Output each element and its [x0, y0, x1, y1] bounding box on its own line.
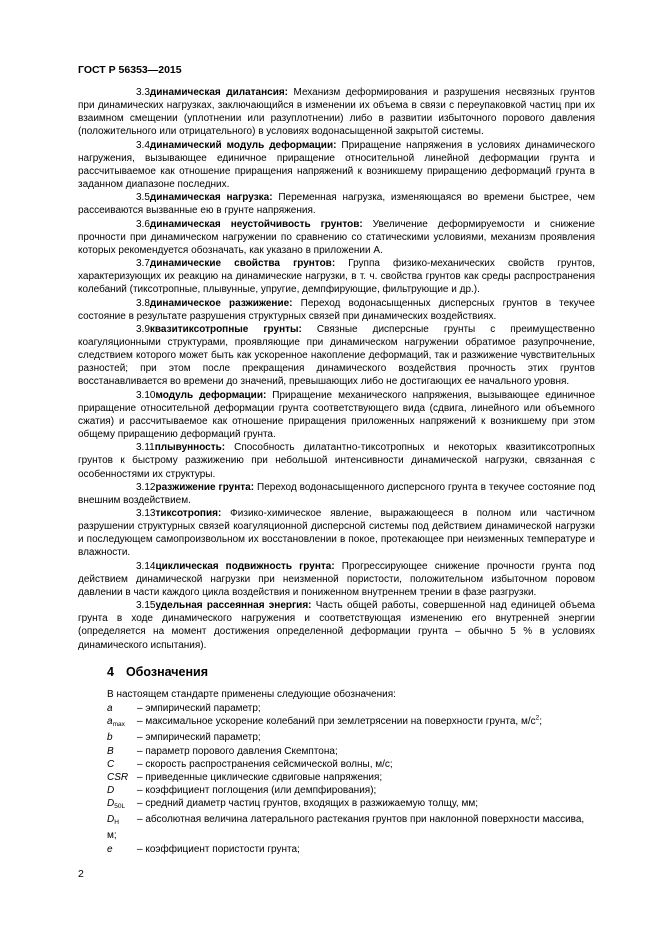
symbol-definition-text: – эмпирический параметр;: [137, 703, 261, 715]
symbol-entry: [78, 813, 595, 842]
term-name: динамическое разжижение:: [149, 297, 293, 309]
symbol-definition-text: – приведенные циклические сдвиговые напряжения;: [137, 771, 383, 783]
term-name: динамический модуль деформации:: [149, 139, 337, 151]
term-entry: [78, 86, 595, 139]
symbol-letter: D: [107, 784, 115, 796]
term-definition: Переменная нагрузка, изменяющаяся во времени быстрее, чем рассеиваются вызванные ею в грунте напряжения.: [78, 192, 595, 217]
symbol-definition-text: – коэффициент пористости грунта;: [137, 843, 300, 855]
term-name: динамическая неустойчивость грунтов:: [149, 218, 363, 230]
symbol-letter: e: [107, 843, 113, 855]
term-number: 3.10: [136, 389, 156, 401]
symbol: [107, 731, 137, 744]
term-number: 3.9: [136, 323, 150, 335]
section-heading: [107, 666, 595, 679]
symbol-letter: C: [107, 758, 115, 770]
term-entry: [78, 599, 595, 652]
term-definition: Механизм деформирования и разрушения несвязных грунтов при динамических нагрузках, заключающийся в изменении их объема в связи с переупаковкой частиц при их взаимном смещении (уплотнении или разуплотнении) либо в развитии избыточного порового давления (положительного или отрицательного) в условиях водонасыщенной закрытой системы.: [78, 87, 595, 138]
term-definition: Группа физико-механических свойств грунтов, характеризующих их реакцию на динамические нагрузки, в т. ч. свойства грунтов как среды распространения колебаний (тиксотропные, плывунные, упругие, демпфирующие, фильтрующие и др.).: [78, 258, 595, 296]
term-number: 3.8: [136, 297, 150, 309]
symbol-entry: [78, 702, 595, 715]
term-name: динамические свойства грунтов:: [149, 258, 336, 270]
symbol-definition: [137, 715, 595, 731]
term-name: тиксотропия:: [155, 508, 222, 519]
term-name: динамическая нагрузка:: [149, 192, 273, 204]
term-definition: Приращение напряжения в условиях динамического нагружения, вызывающее единичное приращение относительной линейной деформации грунта и рассчитываемое как отношение приращения напряжений к возникшему приращению деформаций грунта в заданном диапазоне последних.: [78, 139, 596, 191]
symbol-definition: [137, 702, 595, 715]
term-number: 3.7: [136, 258, 150, 270]
symbol-entry: [78, 758, 595, 771]
term-definition: Физико-химическое явление, выражающееся в полном или частичном разрушении структурных связей коагуляционной дисперсной системы под действием динамической нагрузки и последующем самопроизвольном их восстановлении в покое, протекающее при неизменных температуре и влажности.: [78, 508, 595, 559]
symbol-definition: [137, 745, 595, 758]
symbol-letter: D: [107, 814, 115, 826]
term-entry: [78, 297, 595, 323]
terms-list: [78, 86, 595, 652]
term-entry: [78, 441, 595, 480]
term-entry: [78, 139, 595, 192]
term-entry: [78, 389, 595, 442]
superscript: 2: [535, 714, 540, 722]
symbol-definition: [137, 784, 595, 797]
term-number: 3.4: [136, 139, 150, 151]
term-definition: Способность дилатантно-тиксотропных и некоторых квазитиксотропных грунтов к быстрому разжижению при небольшой интенсивности динамической нагрузки, связанная с особенностями их структуры.: [78, 442, 595, 480]
symbol-letter: D: [107, 798, 115, 810]
term-definition: Часть общей работы, совершенной над единицей объема грунта в ходе динамического нагружения и соответствующая изменению его внутренней энергии (определяется на момент достижения определенной деформации грунта – обычно 5 % в условиях динамического испытания).: [78, 600, 596, 651]
symbol: [107, 771, 137, 784]
symbol: [107, 797, 137, 813]
term-definition: Переход водонасыщенных дисперсных грунтов в текучее состояние в результате разрушения структурных связей при динамических воздействиях.: [78, 297, 595, 322]
symbol-definition: [137, 758, 595, 771]
symbol-letter: a: [107, 716, 113, 728]
symbol-definition-text: – эмпирический параметр;: [137, 732, 261, 744]
term-entry: [78, 323, 595, 389]
term-definition: Приращение механического напряжения, вызывающее единичное приращение относительной деформации грунта соответствующего вида (сдвига, линейного или объемного сжатия) и рассчитываемое как отношение приращения приложенных напряжений к возникшему при этом общему приращению деформаций грунта.: [78, 389, 596, 441]
term-entry: [78, 257, 595, 296]
symbol-letter: B: [107, 745, 114, 757]
symbol-definition-text: – скорость распространения сейсмической волны, м/с;: [137, 758, 393, 770]
symbol-definition: [137, 797, 595, 813]
symbol-entry: [78, 715, 595, 731]
symbol-definition-text: – средний диаметр частиц грунтов, входящих в разжижаемую толщу, мм;: [137, 798, 479, 810]
symbol-entry: [78, 784, 595, 797]
symbol: [107, 843, 137, 856]
section-intro: В настоящем стандарте применены следующие обозначения:: [107, 688, 396, 700]
term-number: 3.11: [136, 442, 155, 454]
page-number: 2: [78, 868, 84, 880]
term-name: квазитиксотропные грунты:: [149, 323, 302, 335]
symbols-list: [78, 702, 595, 856]
symbol-definition: [137, 843, 595, 856]
term-number: 3.5: [136, 192, 150, 204]
term-name: модуль деформации:: [155, 389, 267, 401]
term-number: 3.15: [136, 600, 156, 612]
term-entry: [78, 481, 595, 507]
term-entry: [78, 507, 595, 560]
symbol-subscript: max: [112, 721, 125, 729]
symbol-definition-tail: ;: [539, 716, 543, 728]
symbol-letter: CSR: [107, 771, 129, 783]
symbol: [107, 702, 137, 715]
term-number: 3.12: [136, 481, 156, 493]
symbol-entry: [78, 731, 595, 744]
term-name: разжижение грунта:: [155, 481, 255, 493]
symbol-letter: b: [107, 732, 113, 744]
term-number: 3.6: [136, 218, 150, 230]
symbol-subscript: H: [114, 819, 119, 827]
term-entry: [78, 191, 595, 217]
symbol-definition: [137, 771, 595, 784]
document-header: ГОСТ Р 56353—2015: [78, 64, 182, 76]
term-entry: [78, 560, 595, 599]
symbol: [107, 715, 137, 731]
section-title: Обозначения: [125, 664, 209, 679]
term-number: 3.14: [136, 560, 156, 572]
symbol: [107, 784, 137, 797]
term-definition: Увеличение деформируемости и снижение прочности при динамическом нагружении по сравнению со статическими условиями, механизм проявления которых рекомендуется обозначать, как указано в приложении А.: [78, 218, 595, 256]
symbol-subscript: 50L: [114, 803, 126, 811]
symbol-definition-text: – максимальное ускорение колебаний при землетрясении на поверхности грунта, м/с: [137, 716, 536, 728]
term-name: циклическая подвижность грунта:: [155, 560, 335, 572]
term-name: плывунность:: [154, 442, 226, 454]
symbol-entry: [78, 797, 595, 813]
term-name: удельная рассеянная энергия:: [155, 600, 312, 612]
symbol-letter: a: [107, 703, 113, 715]
term-definition: Связные дисперсные грунты с преимущественно коагуляционными структурами, проявляющие при динамическом нагружении обратимое разупрочнение, следствием которого может быть как ускоренное накопление деформаций, так и разжижение чувствительных разностей; при этом после прекращения динамического воздействия прочность этих грунтов восстанавливается во времени до значений, превышающих либо не достигающих ее начального уровня.: [78, 323, 595, 388]
term-name: динамическая дилатансия:: [149, 87, 289, 98]
section-number: 4: [107, 664, 114, 679]
symbol: [107, 745, 137, 758]
term-number: 3.3: [136, 87, 150, 98]
symbol: [107, 758, 137, 771]
symbol-definition-text: – абсолютная величина латерального растекания грунтов при наклонной поверхности массива, м;: [107, 814, 585, 842]
symbol-definition-text: – коэффициент поглощения (или демпфирования);: [137, 784, 377, 796]
term-definition: Прогрессирующее снижение прочности грунта под действием динамической нагрузки при неизменной пористости, положительном избыточном поровом давлении в части каждого цикла воздействия и пониженном внутреннем трении в фазе разгрузки.: [78, 560, 596, 598]
symbol-entry: [78, 771, 595, 784]
symbol-definition: [107, 814, 584, 841]
page-content: [78, 86, 595, 856]
symbol-entry: [78, 843, 595, 856]
term-definition: Переход водонасыщенного дисперсного грунта в текучее состояние под внешним воздействием.: [78, 481, 595, 506]
term-number: 3.13: [136, 508, 156, 519]
symbol-definition-text: – параметр порового давления Скемптона;: [137, 745, 338, 757]
symbol-entry: [78, 745, 595, 758]
symbol-definition: [137, 731, 595, 744]
symbol: [107, 813, 137, 829]
term-entry: [78, 218, 595, 257]
